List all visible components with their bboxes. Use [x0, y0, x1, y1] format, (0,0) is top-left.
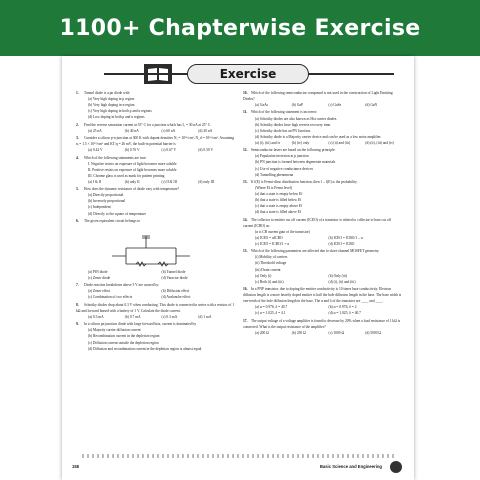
option-line: (Where Ef is Fermi level) — [255, 185, 292, 190]
option-line: (iii) Drain current — [255, 267, 281, 272]
options-grid — [76, 269, 235, 281]
question-number: 17. — [243, 318, 248, 323]
option: (a) I & II — [88, 179, 102, 184]
question-text: The output voltage of a voltage amplifier is found to decrease by 20% when a load resistance of 1 kΩ is connected. What is the output resistance of the amplifier? — [243, 318, 401, 329]
equivalent-circuit-diagram — [106, 226, 196, 268]
question-text: The collector to emitter cut off current (ICEO) of a transistor is related to collector to base cut off current (ICBO) as: — [243, 217, 391, 228]
options-row — [76, 314, 235, 320]
option-line: (c) Diffusion current outside the depletion region — [88, 340, 159, 345]
question-item — [243, 286, 402, 316]
option: (b) GaP — [291, 103, 304, 108]
option-line: (d) Schottky diode is a Majority carrier device and can be used as a low noise amplifier. — [255, 134, 382, 139]
question-stem — [76, 218, 235, 224]
option-line: (a) that a state is empty below Ef — [255, 192, 303, 197]
question-text: In a silicon pn junction diode with large forward bias, current is dominated by — [84, 322, 197, 327]
option: (c) II & III — [161, 179, 177, 184]
option: (a) ICEO = αICBO — [255, 235, 283, 240]
option-line: (c) Very high doping in both p and n regions — [88, 109, 152, 114]
option-line: (c) Use of negative conductance devices — [255, 166, 313, 171]
option: (c) 0.3 mA — [161, 314, 178, 319]
option: (c) ICEO = ICBO/1 + α — [255, 242, 290, 246]
option: (a) α = 0.976, δ = 40.7 — [255, 305, 288, 310]
option: (d) GaN — [365, 103, 378, 108]
question-item — [76, 186, 235, 216]
question-text: Consider a silicon p-n junction at 300 K with dopant densities Nₐ = 10¹⁶/cm³, N_d = 10¹⁶/cm³. Assuming nᵢ = 1.5 × 10¹⁰/cm³ and KT/q = 26 mV, the built-in potential barrier is — [76, 136, 235, 147]
option: (b) Diffusion effect — [161, 289, 190, 294]
options-row — [243, 102, 402, 108]
option: (b) Only (iii) — [328, 273, 348, 278]
option: (b) 250 Ω — [291, 330, 306, 335]
question-number: 15. — [243, 249, 248, 254]
question-number: 8. — [76, 302, 79, 307]
banner-title: 1100+ Chapterwise Exercise — [59, 15, 421, 41]
option: (d) Varactor diode — [161, 276, 188, 280]
question-number: 10. — [243, 91, 248, 95]
question-stem — [243, 90, 402, 102]
question-item — [243, 248, 402, 285]
question-number: 16. — [243, 287, 248, 292]
option: (c) α = 1.025, δ = 4.1 — [255, 311, 286, 316]
option: (b) (iv) only — [291, 140, 310, 145]
option: (d) α = 1.025, δ = 40.7 — [328, 311, 361, 316]
question-number: 13. — [243, 179, 248, 184]
options-row — [76, 128, 235, 134]
question-item — [76, 155, 235, 185]
question-item — [243, 109, 402, 146]
option: (a) Only (i) — [255, 273, 272, 278]
option: (a) PIN diode — [88, 269, 108, 274]
question-number: 2. — [76, 122, 79, 127]
option-line: (α is CB current gain of the transistor) — [255, 229, 310, 234]
option-line: (b) Inversely proportional — [88, 199, 126, 204]
option: (b) only II — [124, 179, 140, 184]
question-number: 1. — [76, 91, 79, 95]
question-number: 6. — [76, 218, 79, 223]
question-item — [76, 90, 235, 120]
option-line: (d) Diffusion and recombination current in the depletion region is almost equal — [88, 346, 202, 351]
option: (d) 1 mA — [198, 314, 212, 319]
option-line: (ii) Threshold voltage — [255, 261, 287, 266]
question-item — [76, 302, 235, 320]
option: (b) α = 0.976, δ = 2 — [328, 305, 357, 310]
option-line: (d) Directly to the square of temperature — [88, 211, 147, 216]
corner-logo-icon — [390, 461, 402, 473]
option-line: (a) Very high doping in p region — [88, 97, 135, 102]
option: (a) 0.42 V — [88, 148, 103, 153]
question-text: Semiconductor lasers are based on the following principle: — [251, 148, 336, 153]
option-line: (a) Population inversion at p junction — [255, 154, 309, 159]
option: (c) (ii) and (iii) — [328, 140, 351, 145]
question-item — [76, 135, 235, 153]
left-margin — [0, 56, 62, 480]
option-line: (b) PN junction is formed between degenerate materials — [255, 160, 336, 165]
question-text: The given equivalent circuit belongs to — [84, 218, 141, 223]
question-item — [243, 179, 402, 216]
options-grid — [243, 304, 402, 316]
option: (d) (i), (ii) and (iii) — [328, 279, 356, 284]
option: (b) ICEO = ICBO/1 – α — [328, 235, 363, 240]
option-line: II. Positive resists on exposure of light becomes more soluble — [88, 167, 177, 172]
question-text: Diode reaction breakdown above 5 V are caused by: — [84, 283, 160, 288]
page-footer — [62, 461, 414, 473]
question-number: 14. — [243, 217, 248, 222]
option-line: (d) that a state is filled above Ef — [255, 210, 302, 215]
question-text: Which of the following statement is incorrect: — [251, 110, 318, 115]
option: (c) 0.67 V — [161, 148, 177, 153]
option: (c) 1000 Ω — [328, 330, 345, 335]
question-text: If f(E) is Fermi-dirac distribution function, then 1 – f(E) is the probability. — [251, 179, 358, 184]
options-row — [76, 147, 235, 153]
left-column — [76, 90, 235, 460]
page-number: 158 — [72, 464, 79, 469]
question-item — [76, 321, 235, 351]
option-line: III. Chrome glass is used as mask for pattern printing — [88, 173, 165, 178]
options-grid — [243, 273, 402, 285]
option-line: (c) Schottky diode has an PN Junction. — [255, 128, 311, 133]
option: (d) ICEO = ICBO — [328, 242, 355, 246]
question-number: 12. — [243, 148, 248, 153]
options-grid — [76, 288, 235, 300]
question-item — [76, 122, 235, 134]
question-stem — [243, 318, 402, 330]
question-stem — [243, 286, 402, 304]
option: (b) Tunnel diode — [161, 269, 186, 274]
question-text: How does the dynamic resistance of diode vary with temperature? — [84, 187, 180, 192]
bottom-stripes — [82, 454, 394, 458]
option: (a) GaAs — [255, 103, 269, 108]
option-line: (a) Directly proportional — [88, 193, 124, 198]
question-number: 4. — [76, 155, 79, 160]
option: (c) GaSe — [328, 103, 342, 108]
book-page — [62, 56, 414, 480]
question-item — [243, 318, 402, 336]
right-column — [243, 90, 402, 460]
option: (c) Both (i) and (iii) — [255, 279, 284, 284]
question-number: 7. — [76, 283, 79, 288]
option: (b) 0.76 V — [124, 148, 140, 153]
question-text: Tunnel diode is a pn diode with — [84, 91, 130, 95]
option-line: (b) Schottky diodes have high reverse recovery time. — [255, 122, 332, 127]
option: (a) Zener effect — [88, 289, 111, 294]
options-row — [243, 140, 402, 146]
option: (d) Avalanche effect — [161, 295, 191, 300]
question-text: Find the reverse saturation current at 35° C for a junction which has I₀ = 30 nA at 25° C. — [84, 122, 212, 127]
option-line: (a) Majority carrier diffusion current — [88, 328, 141, 333]
option-line: (c) that a state is empty above Ef — [255, 204, 303, 209]
option: (a) 200 Ω — [255, 330, 269, 335]
option-line: (a) Schottky diodes are also known as Hot carrier diodes. — [255, 116, 338, 121]
option: (d) (ii), (iii) and (iv) — [365, 140, 395, 145]
options-grid — [243, 235, 402, 247]
question-stem — [76, 302, 235, 314]
option-line: (b) Recombination current in the depletion region — [88, 334, 160, 339]
option: (c) Combination of two effects — [88, 295, 133, 300]
question-stem — [76, 135, 235, 147]
options-row — [243, 330, 402, 336]
option: (a) 25 nA — [88, 128, 102, 133]
question-number: 11. — [243, 110, 248, 115]
option-line: (d) Low doping in both p and n regions — [88, 115, 145, 120]
options-row — [76, 179, 235, 185]
section-title: Exercise — [187, 64, 309, 84]
question-item — [243, 217, 402, 247]
question-item — [243, 90, 402, 108]
exercise-header — [62, 64, 414, 84]
option-line: I. Negative resists on exposure of light becomes more soluble — [88, 161, 177, 166]
question-text: Which of the following parameters are affected due to short-channel MOSFET geometry. — [251, 249, 380, 254]
option-line: (d) Tunnelling phenomena — [255, 172, 294, 177]
question-item — [76, 282, 235, 300]
option: (d) only III — [198, 179, 215, 184]
option: (d) 0.30 V — [198, 148, 214, 153]
option: (a) 0.3 mA — [88, 314, 104, 319]
option-line: (i) Mobility of carriers — [255, 255, 288, 260]
option-line: (b) Very high doping in n region — [88, 103, 135, 108]
question-item — [76, 218, 235, 281]
option: (b) 40 nA — [124, 128, 139, 133]
option: (c) Zener diode — [88, 276, 111, 280]
question-text: In a PNP transistor, due to doping the emitter conductivity is 10 times base conductivity. Electron diffusion length is a more heavily doped emitter is half the hole diffusion length in the base. The base width is one-tenth of the hole diffusion length in the base. The α and δ of the transistor are ____ and ____. — [243, 287, 402, 304]
option: (b) 0.7 mA — [124, 314, 141, 319]
question-stem — [243, 217, 402, 229]
option: (c) 60 nA — [161, 128, 176, 133]
option: (d) 20 nA — [198, 128, 213, 133]
question-text: Schottky diodes drop about 0.3 V when conducting. This diode is connected in series with a resistor of 1 kΩ and forward biased with a battery of 1 V. Calculate the diode current. — [76, 302, 235, 313]
question-item — [243, 147, 402, 177]
question-number: 3. — [76, 136, 79, 141]
question-number: 9. — [76, 322, 79, 327]
title-banner — [0, 0, 480, 56]
option-line: (b) that a state is filled below Ef — [255, 198, 302, 203]
publisher-name: Basic Science and Engineering — [319, 464, 382, 469]
option: (a) (i), (iii) and iv — [255, 140, 281, 145]
option: (d) 5000 Ω — [365, 330, 382, 335]
question-text: Which of the following semiconductor compound is not used in the construction of Light Emitting Diodes? — [243, 91, 393, 102]
question-columns — [76, 90, 402, 460]
question-number: 5. — [76, 187, 79, 192]
question-text: Which of the following statements are true: — [84, 155, 147, 160]
option-line: (c) Independent — [88, 205, 111, 210]
